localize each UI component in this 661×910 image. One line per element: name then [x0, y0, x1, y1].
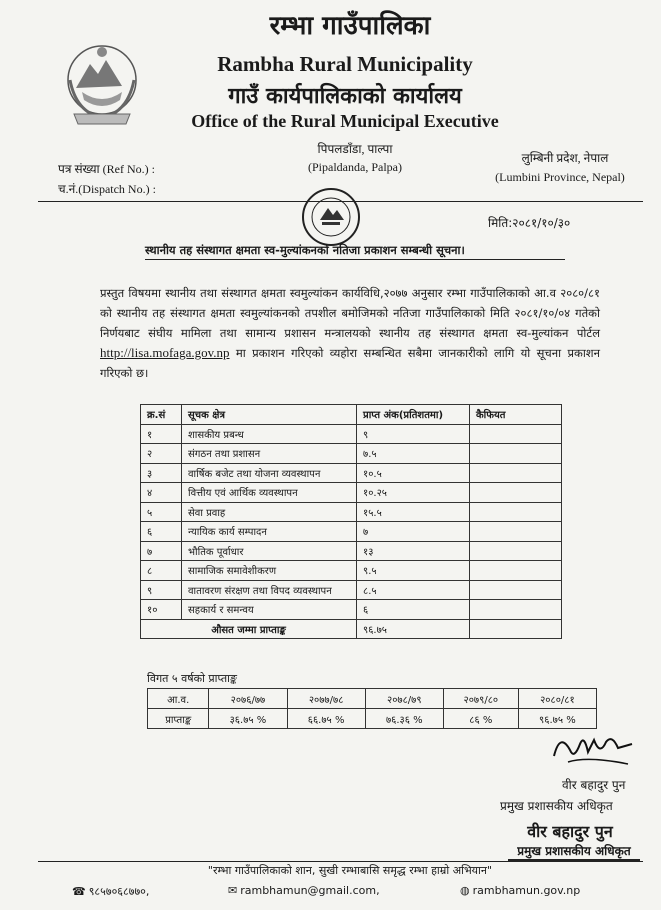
notice-subject: स्थानीय तह संस्थागत क्षमता स्व-मुल्यांकनको नतिजा प्रकाशन सम्बन्धी सूचना।: [145, 243, 565, 260]
footer-email: [228, 884, 380, 897]
cell-area: भौतिक पूर्वाधार: [182, 541, 357, 561]
office-name-en: Office of the Rural Municipal Executive: [191, 111, 499, 131]
cell-remarks: [470, 561, 562, 581]
history-title: विगत ५ वर्षको प्राप्ताङ्क: [147, 672, 237, 685]
history-score-row: [148, 709, 597, 729]
table-row: [141, 580, 562, 600]
cell-remarks: [470, 424, 562, 444]
history-score: ७६.३६ %: [365, 709, 443, 729]
cell-score: ८.५: [357, 580, 470, 600]
cell-sn: ६: [141, 522, 182, 542]
cell-sn: १०: [141, 600, 182, 620]
results-header-row: [141, 405, 562, 425]
history-year: २०७९/८०: [443, 689, 518, 709]
ref-no-label: पत्र संख्या (Ref No.) :: [58, 162, 155, 176]
results-table: [140, 404, 562, 639]
name-stamp: [500, 820, 640, 861]
cell-score: ६: [357, 600, 470, 620]
cell-area: वित्तीय एवं आर्थिक व्यवस्थापन: [182, 483, 357, 503]
body-text-before: प्रस्तुत विषयमा स्थानीय तथा संस्थागत क्षमता स्वमुल्यांकन कार्यविधि,२०७७ अनुसार रम्भा गाउँपालिकाको आ.व २०८०/८१ को स्थानीय तह संस्थागत क्षमता स्वमुल्यांकनको तपशील बमोजिमको नतिजा गाउँपालिकाको मिति २०८१/१०/०४ गतेको निर्णयबाट संघीय मामिला तथा सामान्य प्रशासन मन्त्रालयको स्थानीय तह संस्थागत क्षमता स्व-मुल्यांकन पोर्टल: [100, 286, 600, 340]
cell-score: १५.५: [357, 502, 470, 522]
dispatch-no-label: च.नं.(Dispatch No.) :: [58, 182, 156, 196]
footer-slogan: "रम्भा गाउँपालिकाको शान, सुखी रम्भाबासि समृद्ध रम्भा हाम्रो अभियान": [207, 864, 493, 877]
table-row: [141, 600, 562, 620]
table-row: [141, 444, 562, 464]
cell-remarks: [470, 463, 562, 483]
history-score: ९६.७५ %: [518, 709, 596, 729]
total-remarks: [470, 619, 562, 639]
cell-score: ९.५: [357, 561, 470, 581]
history-score-label: प्राप्ताङ्क: [148, 709, 209, 729]
nepal-emblem-icon: [62, 40, 142, 128]
history-year: २०८०/८१: [518, 689, 596, 709]
history-year: २०७६/७७: [209, 689, 287, 709]
cell-area: संगठन तथा प्रशासन: [182, 444, 357, 464]
table-row: [141, 424, 562, 444]
table-row: [141, 483, 562, 503]
table-row: [141, 541, 562, 561]
history-score: ६६.७५ %: [287, 709, 365, 729]
cell-score: १३: [357, 541, 470, 561]
history-year-label: आ.व.: [148, 689, 209, 709]
table-row: [141, 463, 562, 483]
cell-sn: ७: [141, 541, 182, 561]
signer-title: प्रमुख प्रशासकीय अधिकृत: [500, 799, 613, 813]
stamp-title: प्रमुख प्रशासकीय अधिकृत: [508, 842, 640, 861]
col-header-remarks: कैफियत: [470, 405, 562, 425]
cell-score: ७: [357, 522, 470, 542]
cell-remarks: [470, 541, 562, 561]
history-score: ८६ %: [443, 709, 518, 729]
cell-area: वातावरण संरक्षण तथा विपद व्यवस्थापन: [182, 580, 357, 600]
table-row: [141, 561, 562, 581]
municipality-name-en: Rambha Rural Municipality: [217, 52, 473, 76]
cell-score: १०.२५: [357, 483, 470, 503]
col-header-sn: क्र.सं: [141, 405, 182, 425]
history-score: ३६.७५ %: [209, 709, 287, 729]
address-ne: पिपलडाँडा, पाल्पा: [317, 142, 393, 156]
mail-icon: ✉: [228, 884, 238, 897]
cell-area: वार्षिक बजेट तथा योजना व्यवस्थापन: [182, 463, 357, 483]
email-address[interactable]: rambhamun@gmail.com,: [240, 884, 380, 897]
cell-sn: ५: [141, 502, 182, 522]
cell-remarks: [470, 600, 562, 620]
website-url[interactable]: rambhamun.gov.np: [472, 884, 581, 897]
address-en: (Pipaldanda, Palpa): [308, 160, 402, 174]
globe-icon: ◍: [460, 884, 470, 897]
footer-divider: [38, 861, 643, 862]
table-row: [141, 522, 562, 542]
cell-remarks: [470, 522, 562, 542]
col-header-score: प्राप्त अंक(प्रतिशतमा): [357, 405, 470, 425]
portal-link[interactable]: http://lisa.mofaga.gov.np: [100, 345, 230, 360]
letter-date: मिति:२०८१/१०/३०: [488, 216, 571, 230]
total-row: [141, 619, 562, 639]
cell-area: सेवा प्रवाह: [182, 502, 357, 522]
cell-area: सहकार्य र समन्वय: [182, 600, 357, 620]
cell-sn: ९: [141, 580, 182, 600]
table-row: [141, 502, 562, 522]
body-text-after: मा प्रकाशन गरिएको व्यहोरा सम्बन्धित सबैमा जानकारीको लागि यो सूचना प्रकाशन गरिएको छ।: [100, 346, 601, 380]
cell-score: ९: [357, 424, 470, 444]
province-ne: लुम्बिनी प्रदेश, नेपाल: [521, 151, 609, 165]
cell-score: १०.५: [357, 463, 470, 483]
history-table: [147, 688, 597, 729]
cell-remarks: [470, 483, 562, 503]
history-year: २०७७/७८: [287, 689, 365, 709]
history-year: २०७८/७९: [365, 689, 443, 709]
handwritten-signature-icon: [548, 726, 638, 774]
cell-sn: ४: [141, 483, 182, 503]
cell-remarks: [470, 502, 562, 522]
footer-website: [460, 884, 580, 897]
province-en: (Lumbini Province, Nepal): [495, 170, 625, 184]
history-year-row: [148, 689, 597, 709]
cell-remarks: [470, 444, 562, 464]
cell-sn: १: [141, 424, 182, 444]
col-header-area: सूचक क्षेत्र: [182, 405, 357, 425]
cell-area: सामाजिक समावेशीकरण: [182, 561, 357, 581]
total-label: औसत जम्मा प्राप्ताङ्क: [141, 619, 357, 639]
cell-score: ७.५: [357, 444, 470, 464]
office-name-ne: गाउँ कार्यपालिकाको कार्यालय: [228, 84, 462, 109]
cell-sn: ३: [141, 463, 182, 483]
cell-area: न्यायिक कार्य सम्पादन: [182, 522, 357, 542]
notice-body: [100, 283, 600, 383]
municipality-name-ne: रम्भा गाउँपालिका: [269, 11, 431, 41]
total-value: ९६.७५: [357, 619, 470, 639]
cell-area: शासकीय प्रबन्ध: [182, 424, 357, 444]
signer-name: वीर बहादुर पुन: [562, 778, 626, 792]
phone-icon: ☎: [72, 885, 86, 898]
office-seal-icon: [300, 186, 362, 248]
stamp-name: वीर बहादुर पुन: [527, 822, 613, 841]
cell-sn: २: [141, 444, 182, 464]
cell-remarks: [470, 580, 562, 600]
footer-phone: [72, 884, 149, 899]
cell-sn: ८: [141, 561, 182, 581]
phone-number: ९८५७०६८७७०,: [88, 885, 150, 898]
